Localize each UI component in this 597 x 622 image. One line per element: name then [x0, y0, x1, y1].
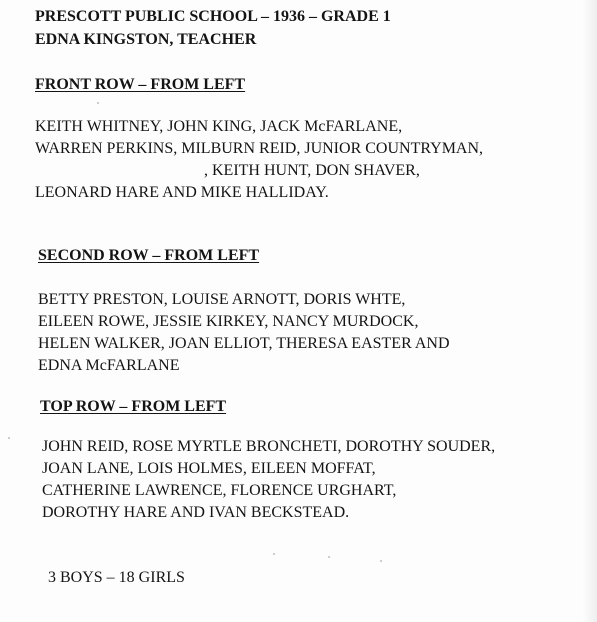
name-line: KEITH WHITNEY, JOHN KING, JACK McFARLANE, — [35, 118, 403, 135]
name-line: WARREN PERKINS, MILBURN REID, JUNIOR COUNTRYMAN, — [35, 140, 484, 157]
document-title: PRESCOTT PUBLIC SCHOOL – 1936 – GRADE 1 — [35, 8, 391, 25]
name-line: LEONARD HARE AND MIKE HALLIDAY. — [35, 184, 329, 201]
scan-shadow-edge — [583, 0, 597, 622]
second-row-names — [38, 289, 450, 377]
name-line: DOROTHY HARE AND IVAN BECKSTEAD. — [42, 504, 350, 521]
name-line: HELEN WALKER, JOAN ELLIOT, THERESA EASTER AND — [38, 335, 450, 352]
name-line: JOAN LANE, LOIS HOLMES, EILEEN MOFFAT, — [42, 460, 376, 477]
top-row-names — [42, 436, 495, 524]
name-line: BETTY PRESTON, LOUISE ARNOTT, DORIS WHTE, — [38, 291, 406, 308]
scan-speck — [273, 553, 275, 555]
top-row-heading: TOP ROW – FROM LEFT — [40, 398, 227, 415]
second-row-heading: SECOND ROW – FROM LEFT — [38, 247, 260, 264]
scan-speck — [328, 556, 330, 558]
name-line: EDNA McFARLANE — [38, 357, 180, 374]
teacher-name: EDNA KINGSTON, TEACHER — [35, 31, 257, 48]
front-row-names — [35, 116, 483, 204]
name-line: , KEITH HUNT, DON SHAVER, — [204, 162, 420, 179]
scan-speck — [8, 437, 10, 439]
name-line: JOHN REID, ROSE MYRTLE BRONCHETI, DOROTHY SOUDER, — [42, 438, 496, 455]
name-line: EILEEN ROWE, JESSIE KIRKEY, NANCY MURDOCK, — [38, 313, 419, 330]
name-line: CATHERINE LAWRENCE, FLORENCE URGHART, — [42, 482, 397, 499]
front-row-heading: FRONT ROW – FROM LEFT — [35, 76, 246, 93]
class-totals: 3 BOYS – 18 GIRLS — [48, 569, 185, 586]
scan-speck — [380, 560, 382, 562]
scan-speck — [97, 102, 99, 104]
